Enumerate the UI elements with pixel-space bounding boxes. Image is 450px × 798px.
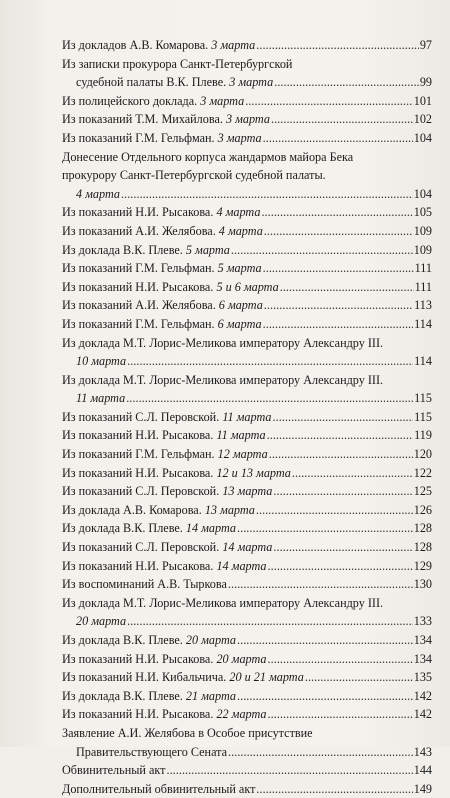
toc-entry-date: 3 марта <box>225 112 270 127</box>
toc-entry-title: Из показаний А.И. Желябова. 4 марта <box>62 223 263 238</box>
dot-leader <box>126 389 413 408</box>
toc-page-number: 104 <box>413 186 432 201</box>
toc-entry <box>62 148 432 204</box>
toc-page-number: 120 <box>413 447 432 462</box>
toc-page-number: 105 <box>413 205 432 220</box>
toc-entry <box>62 241 432 260</box>
toc-page-number: 104 <box>413 130 432 145</box>
toc-entry-title: Из показаний Т.М. Михайлова. 3 марта <box>62 112 270 127</box>
toc-entry-title: Из докладов А.В. Комарова. 3 марта <box>62 38 256 52</box>
dot-leader <box>121 185 413 204</box>
toc-entry <box>62 55 432 92</box>
toc-entry-title: Дополнительный обвинительный акт <box>62 781 256 796</box>
dot-leader <box>256 501 413 520</box>
toc-entry-title: Из показаний Н.И. Кибальчича. 20 и 21 марта <box>62 670 304 685</box>
toc-entry <box>62 631 432 650</box>
toc-entry-title: Из показаний Н.И. Рысакова. 5 и 6 марта <box>62 279 279 294</box>
toc-entry-date: 11 марта <box>222 409 272 424</box>
toc-entry <box>62 408 432 427</box>
toc-entry <box>62 129 432 148</box>
toc-page-number: 133 <box>413 614 432 629</box>
dot-leader <box>261 203 412 222</box>
dot-leader <box>268 557 413 576</box>
toc-page-number: 109 <box>413 242 432 257</box>
toc-entry-title: Правительствующего Сената <box>76 744 228 759</box>
toc-entry-date: 13 марта <box>222 484 273 499</box>
toc-page-number: 144 <box>413 763 432 778</box>
toc-page-number: 114 <box>414 354 432 369</box>
toc-entry-title: судебной палаты В.К. Плеве. 3 марта <box>76 75 274 90</box>
dot-leader <box>237 687 413 706</box>
toc-entry <box>62 334 432 371</box>
toc-page-number: 143 <box>413 744 432 759</box>
toc-entry-date: 20 марта <box>216 651 267 666</box>
dot-leader <box>264 296 413 315</box>
dot-leader <box>231 241 413 260</box>
toc-entry <box>62 426 432 445</box>
dot-leader <box>245 92 412 111</box>
toc-entry-date: 6 марта <box>218 298 263 313</box>
toc-entry <box>62 315 432 334</box>
toc-entry-title: Из показаний А.И. Желябова. 6 марта <box>62 298 263 313</box>
toc-entry-line: Из записки прокурора Санкт-Петербургской <box>62 56 293 71</box>
toc-entry <box>62 445 432 464</box>
toc-entry-title: Из показаний Г.М. Гельфман. 6 марта <box>62 316 262 331</box>
toc-entry <box>62 278 432 297</box>
toc-page-number: 126 <box>413 502 432 517</box>
toc-page-number: 115 <box>414 409 432 424</box>
toc-page-number: 142 <box>413 688 432 703</box>
toc-entry <box>62 557 432 576</box>
toc-page-number: 134 <box>413 633 432 647</box>
toc-entry-title: Из показаний Г.М. Гельфман. 3 марта <box>62 130 262 145</box>
toc-page-number: 119 <box>414 428 432 443</box>
toc-entry-title: Из доклада В.К. Плеве. 5 марта <box>62 242 230 257</box>
toc-page-number: 109 <box>413 223 432 238</box>
toc-entry-title <box>62 352 126 371</box>
dot-leader <box>271 110 413 129</box>
toc-entry-line: прокурору Санкт-Петербургской судебной палаты. <box>62 168 326 183</box>
toc-entry-title: Из показаний Н.И. Рысакова. 14 марта <box>62 558 267 573</box>
toc-page-number: 101 <box>413 93 432 108</box>
toc-entry-title: Из доклада В.К. Плеве. 14 марта <box>62 521 236 536</box>
toc-entry-title: Из показаний Г.М. Гельфман. 5 марта <box>62 261 262 276</box>
dot-leader <box>237 631 413 650</box>
toc-entry-title: Из показаний С.Л. Перовской. 13 марта <box>62 484 273 499</box>
toc-page-number: 142 <box>413 707 432 722</box>
toc-entry-title: Из воспоминаний А.В. Тыркова <box>62 577 227 592</box>
dot-leader <box>268 650 413 669</box>
toc-entry-title <box>62 185 120 204</box>
toc-entry-date: 12 марта <box>217 447 268 462</box>
toc-page-number: 114 <box>414 316 432 331</box>
dot-leader <box>273 408 414 427</box>
toc-entry-date: 14 марта <box>222 540 273 555</box>
toc-page-number: 111 <box>414 279 432 294</box>
toc-page-number: 134 <box>413 651 432 666</box>
toc-entry-title: Из показаний Н.И. Рысакова. 12 и 13 марта <box>62 465 291 480</box>
toc-entry <box>62 464 432 483</box>
dot-leader <box>268 705 413 724</box>
toc-entry-date: 14 марта <box>185 521 236 536</box>
toc-entry <box>62 575 432 594</box>
toc-page-number: 113 <box>414 298 432 313</box>
toc-entry-title: Из полицейского доклада. 3 марта <box>62 93 245 108</box>
toc-entry-date: 5 марта <box>217 261 262 276</box>
toc-entry-date: 20 и 21 марта <box>229 670 304 685</box>
toc-entry-date: 11 марта <box>216 428 266 443</box>
toc-entry-date: 12 и 13 марта <box>216 465 291 480</box>
toc-entry-line: Из доклада М.Т. Лорис-Меликова императору Александру III. <box>62 335 384 350</box>
toc-entry-date: 20 марта <box>185 633 236 647</box>
toc-entry-date: 4 марта <box>76 186 120 201</box>
dot-leader <box>273 538 412 557</box>
dot-leader <box>305 668 413 687</box>
toc-entry-date: 5 и 6 марта <box>216 279 279 294</box>
toc-entry <box>62 296 432 315</box>
dot-leader <box>274 73 419 92</box>
dot-leader <box>256 36 419 55</box>
toc-entry <box>62 36 432 55</box>
toc-entry <box>62 724 432 761</box>
toc-entry <box>62 538 432 557</box>
table-of-contents <box>62 36 432 798</box>
toc-entry-date: 3 марта <box>217 130 262 145</box>
toc-entry-title: Из доклада В.К. Плеве. 21 марта <box>62 688 236 703</box>
toc-entry-title: Из доклада А.В. Комарова. 13 марта <box>62 502 255 517</box>
dot-leader <box>280 278 414 297</box>
dot-leader <box>127 612 413 631</box>
toc-entry-date: 5 марта <box>185 242 230 257</box>
toc-page-number: 102 <box>413 112 432 127</box>
toc-entry-line: Заявление А.И. Желябова в Особое присутствие <box>62 725 313 740</box>
toc-entry <box>62 668 432 687</box>
toc-entry <box>62 594 432 631</box>
toc-entry-title: Из показаний Н.И. Рысакова. 22 марта <box>62 707 267 722</box>
toc-entry-title: Из показаний Н.И. Рысакова. 4 марта <box>62 205 261 220</box>
dot-leader <box>263 259 414 278</box>
toc-entry-title: Из доклада В.К. Плеве. 20 марта <box>62 633 236 647</box>
toc-entry <box>62 203 432 222</box>
toc-entry-date: 14 марта <box>216 558 267 573</box>
toc-entry <box>62 519 432 538</box>
toc-page-number: 130 <box>413 577 432 592</box>
toc-entry <box>62 650 432 669</box>
toc-page-number: 128 <box>413 540 432 555</box>
toc-entry-date: 6 марта <box>217 316 262 331</box>
toc-entry <box>62 371 432 408</box>
toc-entry-date: 20 марта <box>76 614 127 629</box>
toc-entry-date: 22 марта <box>216 707 267 722</box>
toc-entry <box>62 259 432 278</box>
toc-entry-date: 4 марта <box>216 205 261 220</box>
toc-entry-line: Из доклада М.Т. Лорис-Меликова императору Александру III. <box>62 595 384 610</box>
toc-entry-title: Из показаний Н.И. Рысакова. 20 марта <box>62 651 267 666</box>
toc-entry <box>62 92 432 111</box>
toc-page-number: 115 <box>414 391 432 406</box>
toc-entry <box>62 687 432 706</box>
dot-leader <box>228 743 413 762</box>
dot-leader <box>292 464 413 483</box>
toc-entry-title: Обвинительный акт <box>62 763 166 778</box>
dot-leader <box>264 222 413 241</box>
toc-page-number: 128 <box>413 521 432 536</box>
toc-entry-title: Из показаний Г.М. Гельфман. 12 марта <box>62 447 268 462</box>
toc-entry-date: 3 марта <box>200 93 245 108</box>
toc-entry-date: 11 марта <box>76 391 126 406</box>
toc-entry-line: Донесение Отдельного корпуса жандармов майора Бека <box>62 149 354 164</box>
toc-entry-title <box>62 612 126 631</box>
toc-page-number: 125 <box>413 484 432 499</box>
toc-entry-date: 10 марта <box>76 354 127 369</box>
toc-page-number: 97 <box>419 38 432 52</box>
toc-entry-title: Из показаний С.Л. Перовской. 11 марта <box>62 409 272 424</box>
toc-entry-date: 13 марта <box>204 502 255 517</box>
dot-leader <box>263 129 413 148</box>
toc-page-number: 111 <box>414 261 432 276</box>
dot-leader <box>263 315 414 334</box>
toc-page-number: 135 <box>413 670 432 685</box>
toc-entry-date: 4 марта <box>218 223 263 238</box>
toc-entry-title: Из показаний С.Л. Перовской. 14 марта <box>62 540 273 555</box>
toc-entry <box>62 705 432 724</box>
toc-entry-line: Из доклада М.Т. Лорис-Меликова императору Александру III. <box>62 372 384 387</box>
toc-entry <box>62 110 432 129</box>
toc-entry-title <box>62 389 125 408</box>
dot-leader <box>256 780 412 798</box>
dot-leader <box>267 426 414 445</box>
toc-page-number: 99 <box>419 75 432 90</box>
toc-entry <box>62 482 432 501</box>
toc-entry-date: 21 марта <box>185 688 236 703</box>
toc-entry-title: Из показаний Н.И. Рысакова. 11 марта <box>62 428 266 443</box>
toc-entry <box>62 501 432 520</box>
dot-leader <box>127 352 413 371</box>
toc-page-number: 122 <box>413 465 432 480</box>
toc-entry <box>62 780 432 798</box>
dot-leader <box>166 761 412 780</box>
dot-leader <box>269 445 413 464</box>
toc-page-number: 149 <box>413 781 432 796</box>
dot-leader <box>228 575 413 594</box>
dot-leader <box>273 482 412 501</box>
toc-page-number: 129 <box>413 558 432 573</box>
toc-entry <box>62 761 432 780</box>
dot-leader <box>237 519 413 538</box>
toc-entry-date: 3 марта <box>229 75 274 90</box>
toc-entry <box>62 222 432 241</box>
toc-entry-date: 3 марта <box>211 38 256 52</box>
